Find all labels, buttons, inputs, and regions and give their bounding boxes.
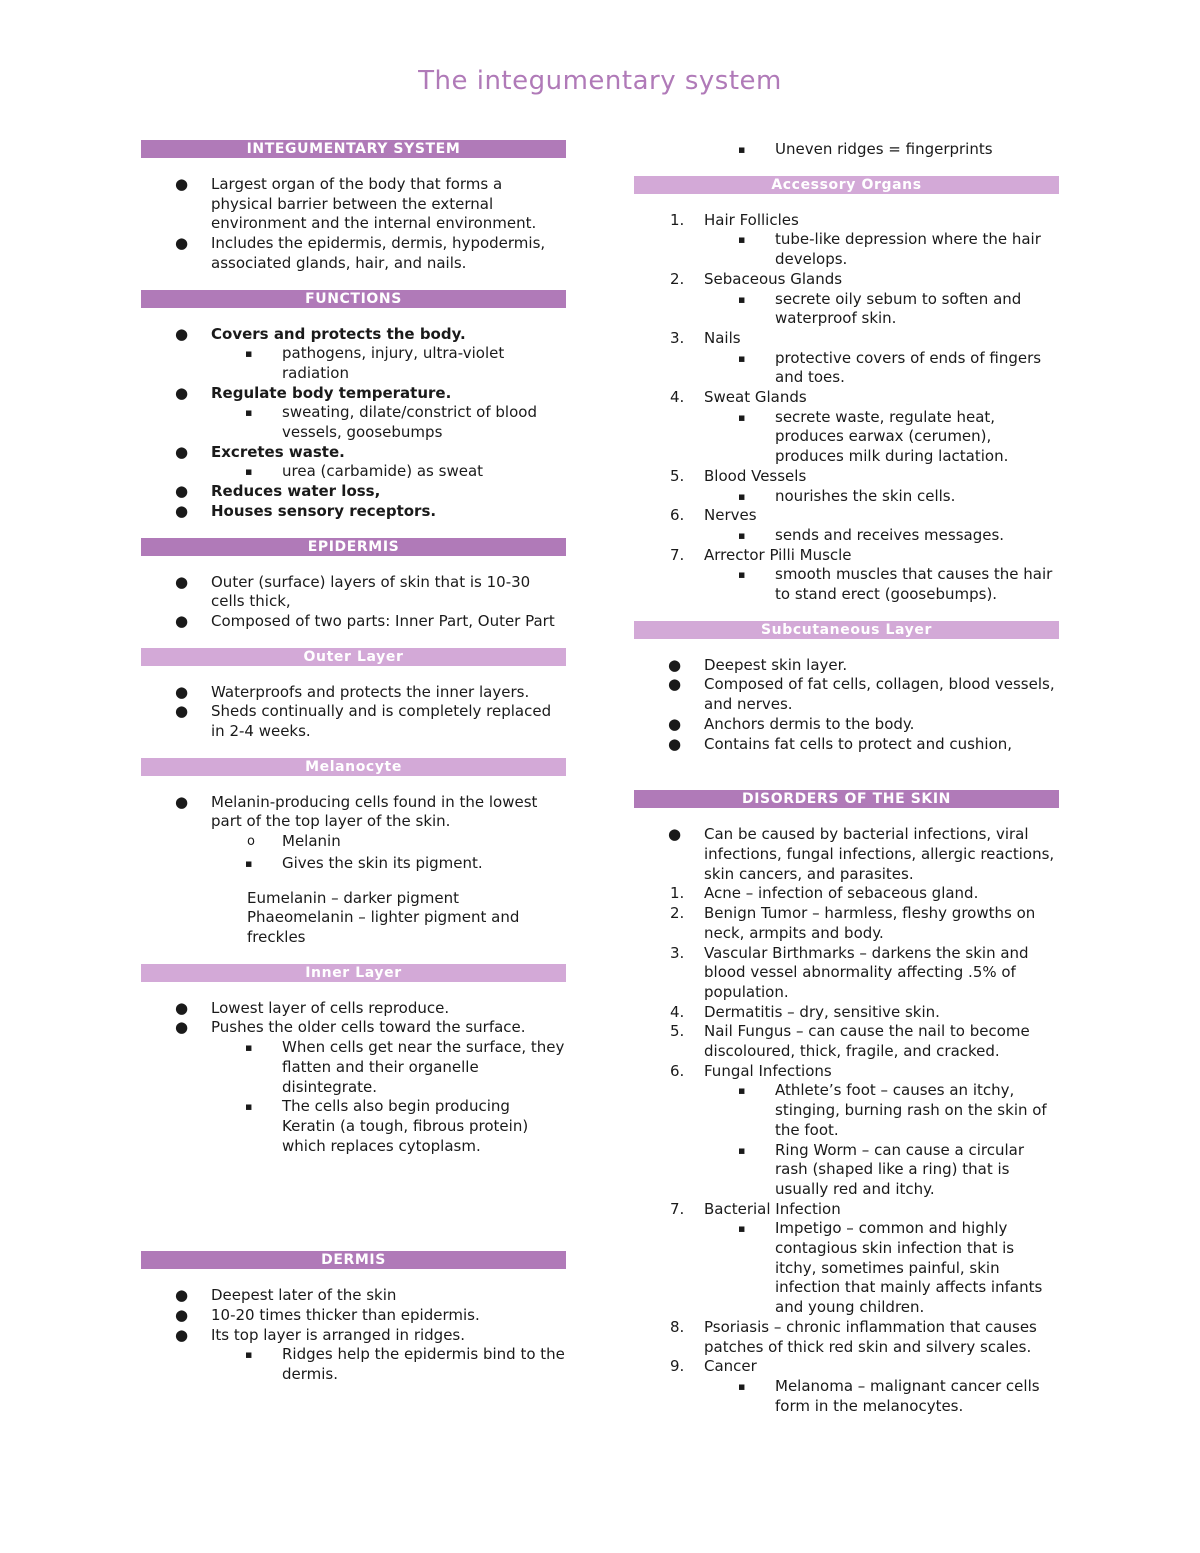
sub-item: ▪ protective covers of ends of fingers and toes. [738,348,1042,387]
square-bullet-icon: ▪ [245,465,253,479]
accessory-organs-list [634,211,1059,605]
subcutaneous-layer-header: Subcutaneous Layer [634,621,1059,639]
list-item: 3. Nails [670,328,741,347]
bullet-icon: ● [175,1018,189,1037]
square-bullet-icon: ▪ [738,410,746,424]
sub-item: ▪ Melanoma – malignant cancer cells form in the melanocytes. [738,1376,1040,1415]
list-item: ● Composed of two parts: Inner Part, Outer Part [175,611,555,630]
melanin-types-paragraph [141,889,566,948]
list-item: ● Pushes the older cells toward the surface. [175,1018,526,1037]
disorders-header: DISORDERS OF THE SKIN [634,790,1059,808]
sub-item: ▪ Uneven ridges = fingerprints [738,140,993,158]
bullet-icon: ● [175,682,189,701]
square-bullet-icon: ▪ [738,1084,746,1098]
list-item: ● Sheds continually and is completely replaced in 2-4 weeks. [175,702,552,741]
list-item: ● Can be caused by bacterial infections, viral infections, fungal infections, allergic reactions, skin cancers, and parasites. [668,825,1055,883]
bullet-icon: ● [668,675,682,694]
list-item: ● 10-20 times thicker than epidermis. [175,1306,480,1325]
square-bullet-icon: ▪ [245,1100,253,1114]
bullet-icon: ● [175,324,189,343]
list-item: 4. Dermatitis – dry, sensitive skin. [670,1002,940,1021]
square-bullet-icon: ▪ [738,528,746,542]
list-item: 7. Arrector Pilli Muscle [670,545,852,564]
list-item: ● Excretes waste. [175,442,345,461]
list-item: ● Houses sensory receptors. [175,501,437,520]
sub-item: ▪ smooth muscles that causes the hair to stand erect (goosebumps). [738,565,1053,604]
square-bullet-icon: ▪ [738,1379,746,1393]
list-item: 2. Benign Tumor – harmless, fleshy growths on neck, armpits and body. [670,904,1036,942]
sub-item: ▪ urea (carbamide) as sweat [245,462,484,481]
subcutaneous-list [634,656,1059,755]
list-item: ● Lowest layer of cells reproduce. [175,998,450,1017]
list-item: ● Anchors dermis to the body. [668,714,915,733]
list-item: ● Contains fat cells to protect and cushion, [668,734,1013,753]
left-column [141,140,566,1385]
bullet-icon: ● [175,482,189,501]
square-bullet-icon: ▪ [245,1348,253,1362]
bullet-icon: ● [175,175,189,193]
list-item: ● Composed of fat cells, collagen, blood vessels, and nerves. [668,675,1055,714]
square-bullet-icon: ▪ [245,1041,253,1055]
list-item: ● Melanin-producing cells found in the lowest part of the top layer of the skin. [175,792,538,831]
sub-item: ▪ sends and receives messages. [738,525,1005,544]
inner-layer-header: Inner Layer [141,964,566,982]
inner-layer-list [141,999,566,1157]
bullet-icon: ● [668,655,682,674]
bullet-icon: ● [668,825,682,844]
melanocyte-list [141,793,566,948]
phaeomelanin-text: Phaeomelanin – lighter pigment and freckles [247,908,520,946]
bullet-icon: ● [175,1286,189,1305]
square-bullet-icon: ▪ [738,292,746,306]
list-item: ● Regulate body temperature. [175,383,452,402]
functions-header: FUNCTIONS [141,290,566,308]
bullet-icon: ● [668,734,682,753]
disorders-list [634,825,1059,1416]
sub-item: ▪ Ring Worm – can cause a circular rash (shaped like a ring) that is usually red and itchy. [738,1140,1025,1198]
bullet-icon: ● [175,1325,189,1344]
list-item: ● Reduces water loss, [175,482,381,501]
square-bullet-icon: ▪ [738,351,746,365]
epidermis-list [141,573,566,632]
bullet-icon: ● [175,792,189,811]
sub-item: ▪ Gives the skin its pigment. [245,853,483,872]
square-bullet-icon: ▪ [738,489,746,503]
dermis-list [141,1286,566,1385]
list-item: 6. Nerves [670,506,757,525]
list-item: ● Waterproofs and protects the inner layers. [175,682,530,701]
epidermis-header: EPIDERMIS [141,538,566,556]
square-bullet-icon: ▪ [738,1143,746,1157]
melanocyte-header: Melanocyte [141,758,566,776]
list-item: 6. Fungal Infections [670,1061,832,1080]
list-item: 7. Bacterial Infection [670,1199,841,1218]
bullet-icon: ● [175,611,189,630]
integumentary-list [141,175,566,274]
bullet-icon: ● [175,383,189,402]
list-item: 9. Cancer [670,1357,757,1376]
list-item: 5. Blood Vessels [670,466,807,485]
bullet-icon: ● [175,234,189,253]
list-item: ● Includes the epidermis, dermis, hypodermis, associated glands, hair, and nails. [175,234,546,272]
square-bullet-icon: ▪ [245,347,253,361]
sub-item: ▪ secrete waste, regulate heat, produces earwax (cerumen), produces milk during lactation. [738,407,1009,466]
bullet-icon: ● [175,1306,189,1325]
list-item: 5. Nail Fungus – can cause the nail to become discoloured, thick, fragile, and cracked. [670,1022,1030,1061]
square-bullet-icon: ▪ [738,1222,746,1236]
circle-bullet-icon: o [247,834,255,850]
square-bullet-icon: ▪ [738,143,746,156]
right-column [634,140,1059,1416]
page-title: The integumentary system [418,66,782,96]
list-item: ● Largest organ of the body that forms a physical barrier between the external environment and the internal environment. [175,175,537,233]
bullet-icon: ● [668,714,682,733]
list-item: ● Its top layer is arranged in ridges. [175,1325,466,1344]
list-item: 2. Sebaceous Glands [670,269,843,288]
list-item: 4. Sweat Glands [670,388,807,407]
outer-layer-list [141,683,566,742]
bullet-icon: ● [175,998,189,1017]
accessory-organs-header: Accessory Organs [634,176,1059,194]
list-item: ● Outer (surface) layers of skin that is 10-30 cells thick, [175,572,531,611]
bullet-icon: ● [175,702,189,721]
list-item: ● Deepest later of the skin [175,1286,397,1305]
sub-item: ▪ When cells get near the surface, they flatten and their organelle disintegrate. [245,1038,565,1096]
bullet-icon: ● [175,572,189,591]
sub-item: ▪ Impetigo – common and highly contagious skin infection that is itchy, sometimes painful, skin infection that mainly affects infants and young children. [738,1219,1043,1317]
list-item: 8. Psoriasis – chronic inflammation that causes patches of thick red skin and silvery scales. [670,1317,1037,1356]
sub-item: ▪ pathogens, injury, ultra-violet radiation [245,344,505,382]
eumelanin-text: Eumelanin – darker pigment [247,888,460,907]
list-item: 3. Vascular Birthmarks – darkens the skin and blood vessel abnormality affecting .5% of population. [670,943,1029,1001]
dermis-header: DERMIS [141,1251,566,1269]
bullet-icon: ● [175,501,189,520]
outer-layer-header: Outer Layer [141,648,566,666]
integumentary-system-header: INTEGUMENTARY SYSTEM [141,140,566,158]
list-item: ● Covers and protects the body. [175,324,466,343]
square-bullet-icon: ▪ [738,568,746,582]
square-bullet-icon: ▪ [245,856,253,870]
list-item: 1. Acne – infection of sebaceous gland. [670,884,979,903]
sub-item: ▪ Athlete’s foot – causes an itchy, stinging, burning rash on the skin of the foot. [738,1081,1047,1139]
sub-item: o Melanin [247,832,341,851]
square-bullet-icon: ▪ [738,233,746,247]
sub-item: ▪ Ridges help the epidermis bind to the dermis. [245,1345,565,1384]
square-bullet-icon: ▪ [245,406,253,420]
list-item: ● Deepest skin layer. [668,655,848,674]
list-item: 1. Hair Follicles [670,210,799,229]
sub-item: ▪ secrete oily sebum to soften and waterproof skin. [738,289,1022,328]
sub-item: ▪ The cells also begin producing Keratin (a tough, fibrous protein) which replaces cytoplasm. [245,1097,529,1155]
sub-item: ▪ tube-like depression where the hair develops. [738,230,1041,269]
bullet-icon: ● [175,442,189,461]
functions-list [141,325,566,522]
sub-item: ▪ nourishes the skin cells. [738,486,956,505]
sub-item: ▪ sweating, dilate/constrict of blood vessels, goosebumps [245,403,537,442]
